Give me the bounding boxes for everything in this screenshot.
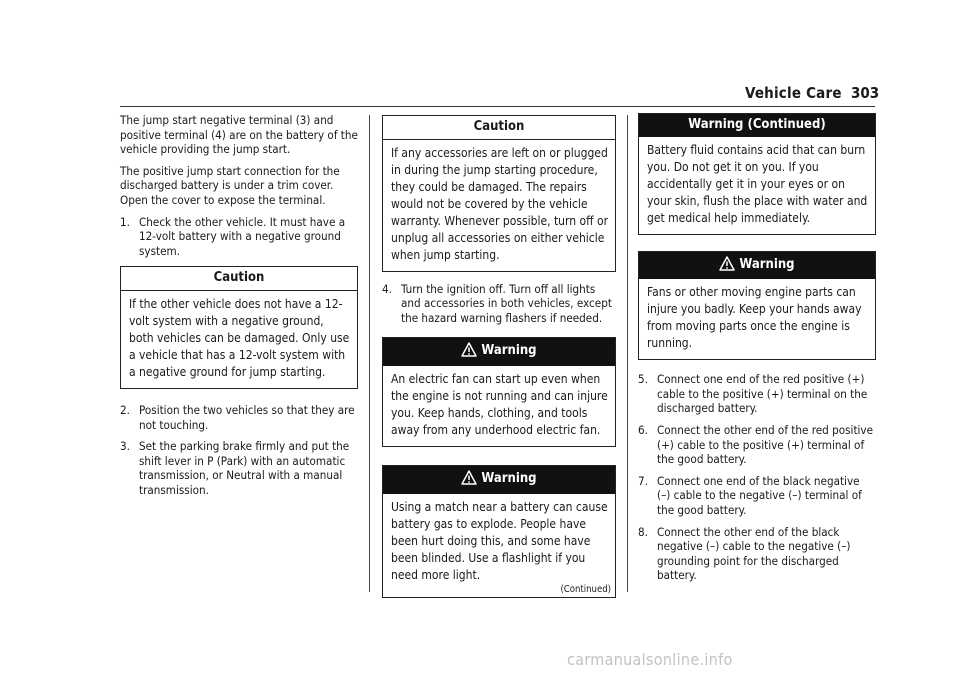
- list-item: [120, 215, 358, 259]
- warning-triangle-icon: [461, 342, 477, 362]
- steps-list: [382, 282, 616, 326]
- step-number: 1.: [120, 214, 130, 229]
- warning-triangle-icon: [461, 470, 477, 490]
- warning-box: [382, 465, 616, 598]
- caution-body: If the other vehicle does not have a 12-volt system with a negative ground, both vehicles can be damaged. Only use a vehicle that has a 12-volt system with a negative ground for jump starting.: [129, 296, 350, 379]
- caution-title: Caution: [383, 116, 615, 140]
- step-text: Connect the other end of the black negative (–) cable to the negative (–) grounding point for the discharged battery.: [657, 524, 851, 583]
- warning-body: Using a match near a battery can cause battery gas to explode. People have been hurt doing this, and some have been blinded. Use a flashlight if you need more light.: [391, 499, 608, 582]
- page-number: 303: [851, 84, 880, 102]
- column-3: [638, 113, 876, 590]
- header-rule: [120, 106, 875, 107]
- step-text: Connect one end of the black negative (–) cable to the negative (–) terminal of the good battery.: [657, 473, 862, 517]
- step-number: 3.: [120, 439, 130, 454]
- step-number: 2.: [120, 402, 130, 417]
- column-2: [382, 113, 616, 608]
- list-item: [120, 439, 358, 497]
- warning-triangle-icon: [719, 256, 735, 276]
- list-item: [638, 423, 876, 467]
- paragraph: The jump start negative terminal (3) and positive terminal (4) are on the battery of the vehicle providing the jump start.: [120, 113, 358, 157]
- list-item: [638, 474, 876, 518]
- step-number: 8.: [638, 524, 648, 539]
- step-text: Set the parking brake firmly and put the shift lever in P (Park) with an automatic transmission, or Neutral with a manual transmission.: [139, 439, 350, 497]
- page-header-title: Vehicle Care: [745, 84, 842, 102]
- list-item: [638, 525, 876, 583]
- warning-continued-title: Warning (Continued): [639, 114, 875, 137]
- warning-box: [382, 337, 616, 447]
- warning-header: [383, 466, 615, 494]
- warning-body: An electric fan can start up even when the engine is not running and can injure you. Keep hands, clothing, and tools away from any underhood electric fan.: [391, 371, 608, 437]
- caution-box: [382, 115, 616, 272]
- warning-continued-box: [638, 113, 876, 235]
- step-text: Turn the ignition off. Turn off all lights and accessories in both vehicles, except the hazard warning flashers if needed.: [401, 281, 612, 325]
- warning-title: Warning: [739, 256, 795, 272]
- column-1: [120, 113, 358, 505]
- continued-note: (Continued): [560, 583, 611, 595]
- step-number: 5.: [638, 372, 648, 387]
- paragraph: The positive jump start connection for the discharged battery is under a trim cover. Open the cover to expose the terminal.: [120, 163, 340, 207]
- column-divider-right: [627, 115, 628, 592]
- list-item: [382, 282, 616, 326]
- warning-title: Warning: [481, 343, 537, 359]
- step-number: 6.: [638, 422, 648, 437]
- warning-box: [638, 251, 876, 361]
- step-number: 4.: [382, 281, 392, 296]
- caution-title: Caution: [121, 267, 357, 291]
- caution-box: [120, 266, 358, 389]
- warning-header: [383, 338, 615, 366]
- caution-body: If any accessories are left on or plugged in during the jump starting procedure, they could be damaged. The repairs would not be covered by the vehicle warranty. Whenever possible, turn off or unplug all accessories on either vehicle when jump starting.: [391, 145, 609, 262]
- step-text: Connect one end of the red positive (+) cable to the positive (+) terminal on the discharged battery.: [657, 372, 868, 416]
- watermark-link[interactable]: carmanualsonline.info: [567, 650, 733, 669]
- warning-body: Battery fluid contains acid that can burn you. Do not get it on you. If you accidentally get it in your eyes or on your skin, flush the place with water and get medical help immediately.: [647, 142, 868, 225]
- column-divider-left: [369, 115, 370, 592]
- warning-body: Fans or other moving engine parts can injure you badly. Keep your hands away from moving parts once the engine is running.: [647, 285, 862, 351]
- step-text: Position the two vehicles so that they are not touching.: [139, 402, 355, 432]
- warning-title: Warning: [481, 470, 537, 486]
- list-item: [120, 403, 358, 432]
- steps-list: [638, 372, 876, 583]
- warning-header: [639, 252, 875, 280]
- step-number: 7.: [638, 473, 648, 488]
- step-text: Connect the other end of the red positive (+) cable to the positive (+) terminal of the good battery.: [657, 422, 874, 467]
- step-text: Check the other vehicle. It must have a 12-volt battery with a negative ground system.: [139, 214, 346, 258]
- list-item: [638, 372, 876, 416]
- steps-list: [120, 403, 358, 498]
- steps-list: [120, 215, 358, 259]
